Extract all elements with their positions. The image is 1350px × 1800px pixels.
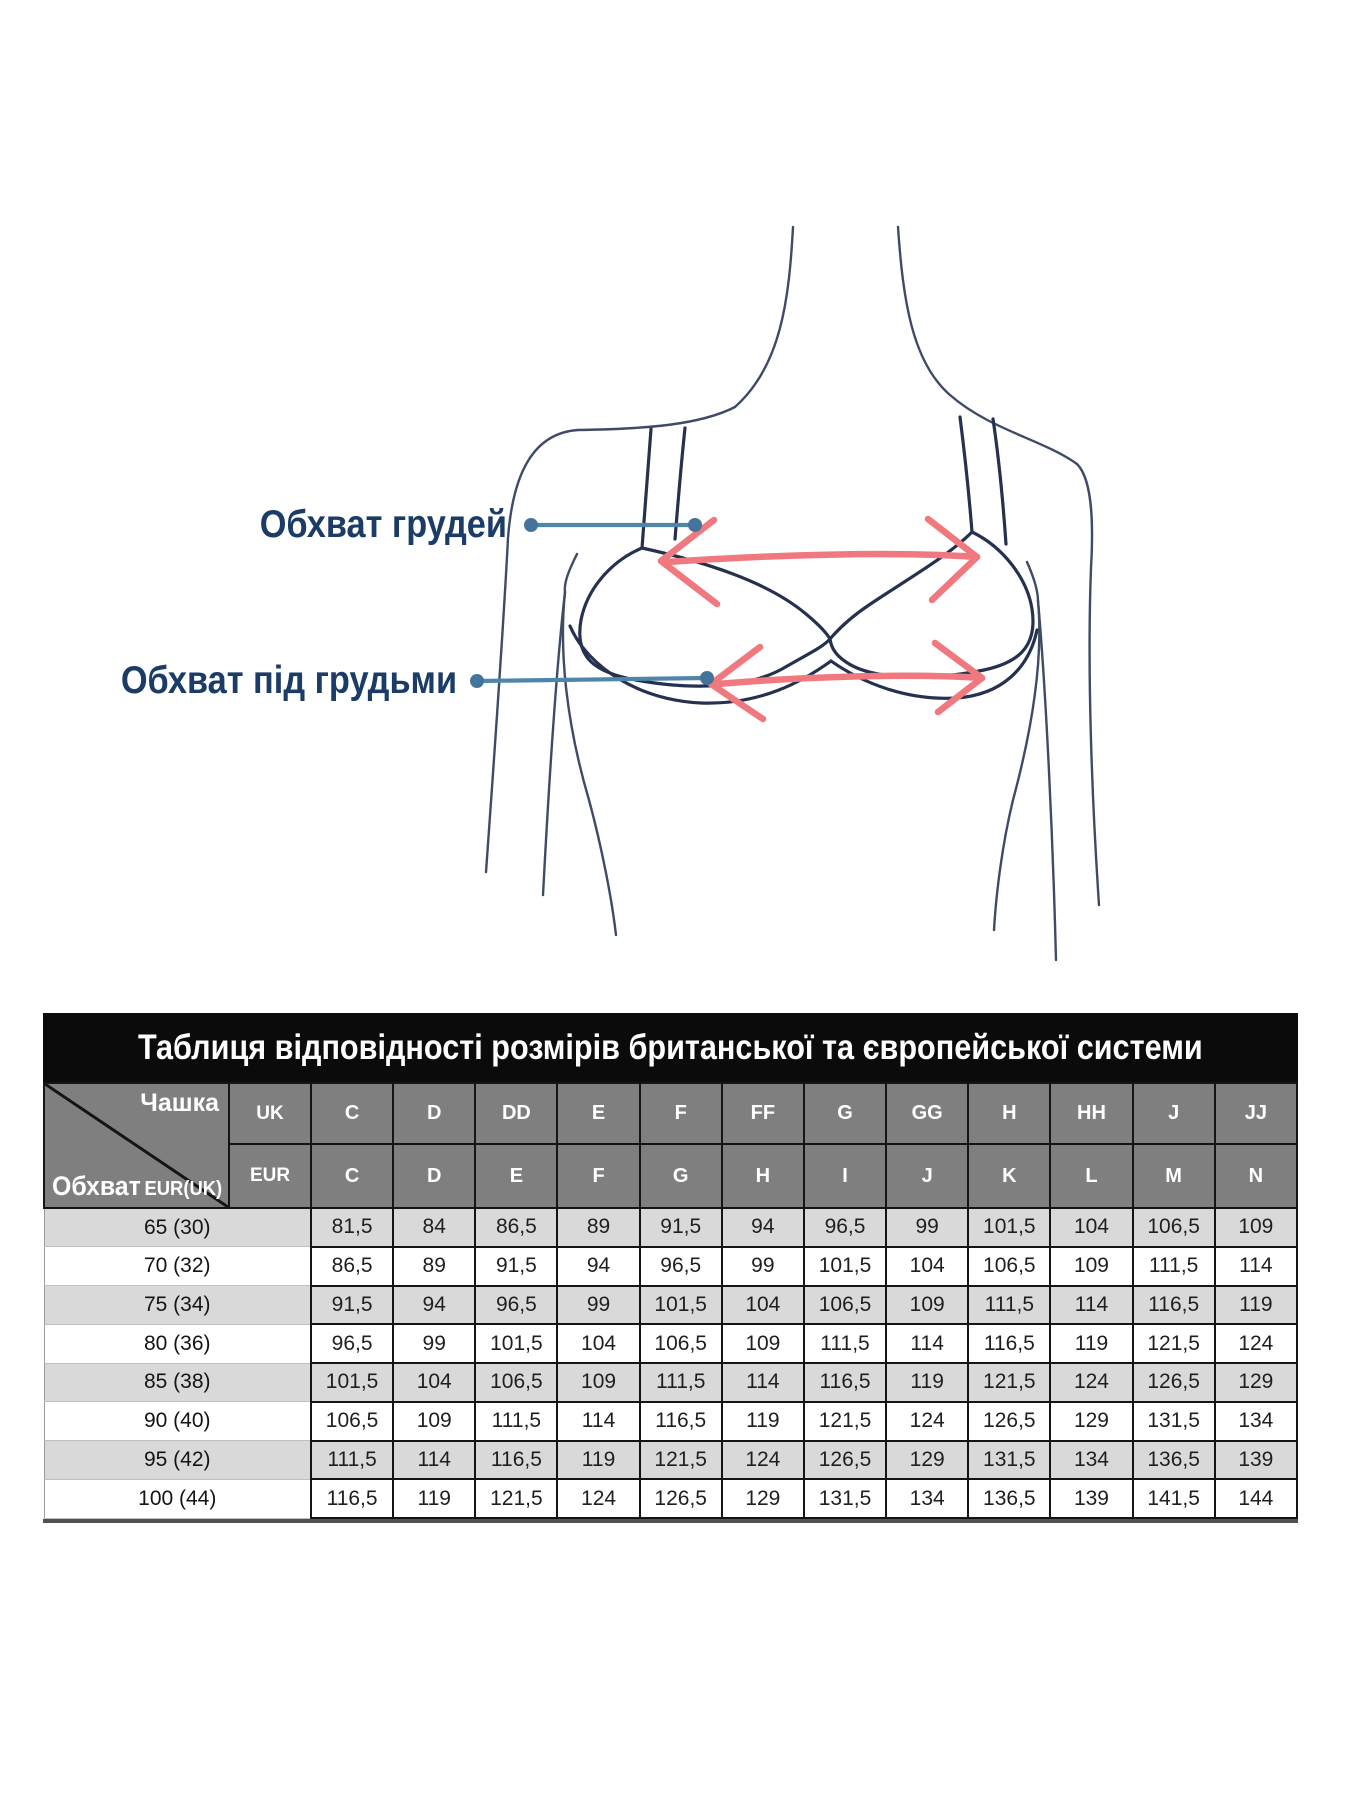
- table-row: [44, 1402, 1297, 1441]
- size-value-cell: 109: [557, 1363, 639, 1402]
- size-value-cell: 131,5: [1133, 1402, 1215, 1441]
- size-value-cell: 109: [1215, 1208, 1297, 1247]
- table-row: [44, 1324, 1297, 1363]
- size-value-cell: 139: [1050, 1479, 1132, 1518]
- size-value-cell: 124: [557, 1479, 639, 1518]
- row-label: 70 (32): [44, 1247, 311, 1286]
- left-neck-line: [735, 227, 793, 407]
- size-value-cell: 111,5: [968, 1286, 1050, 1325]
- left-armpit-fold: [565, 554, 577, 592]
- underbust-callout-dot-right: [700, 671, 714, 685]
- girth-corner-label: Обхват EUR(UK): [52, 1171, 223, 1201]
- size-value-cell: 81,5: [311, 1208, 393, 1247]
- uk-size-cell: D: [393, 1083, 475, 1144]
- cup-corner-label: Чашка: [140, 1089, 219, 1117]
- size-value-cell: 114: [393, 1441, 475, 1480]
- uk-size-cell: HH: [1050, 1083, 1132, 1144]
- size-value-cell: 129: [1215, 1363, 1297, 1402]
- size-value-cell: 116,5: [804, 1363, 886, 1402]
- size-value-cell: 109: [393, 1402, 475, 1441]
- size-value-cell: 116,5: [640, 1402, 722, 1441]
- size-value-cell: 99: [393, 1324, 475, 1363]
- size-value-cell: 94: [557, 1247, 639, 1286]
- size-value-cell: 126,5: [640, 1479, 722, 1518]
- eur-size-cell: K: [968, 1144, 1050, 1208]
- table-title-text: Таблиця відповідності розмірів британської та європейської системи: [138, 1028, 1203, 1067]
- table-row: [44, 1208, 1297, 1247]
- size-value-cell: 119: [886, 1363, 968, 1402]
- size-value-cell: 86,5: [475, 1208, 557, 1247]
- size-value-cell: 101,5: [475, 1324, 557, 1363]
- bra-outline: [570, 417, 1037, 703]
- size-table: [43, 1013, 1298, 1523]
- size-value-cell: 124: [1050, 1363, 1132, 1402]
- size-value-cell: 91,5: [311, 1286, 393, 1325]
- size-value-cell: 106,5: [311, 1402, 393, 1441]
- size-value-cell: 104: [722, 1286, 804, 1325]
- size-value-cell: 121,5: [968, 1363, 1050, 1402]
- row-label: 80 (36): [44, 1324, 311, 1363]
- size-value-cell: 99: [557, 1286, 639, 1325]
- size-value-cell: 129: [722, 1479, 804, 1518]
- size-value-cell: 94: [722, 1208, 804, 1247]
- uk-system-label: UK: [229, 1083, 311, 1144]
- size-value-cell: 101,5: [968, 1208, 1050, 1247]
- left-shoulder-arm-line: [486, 407, 735, 872]
- eur-size-cell: D: [393, 1144, 475, 1208]
- size-value-cell: 109: [722, 1324, 804, 1363]
- table-row: [44, 1363, 1297, 1402]
- size-value-cell: 89: [393, 1247, 475, 1286]
- size-value-cell: 111,5: [1133, 1247, 1215, 1286]
- bust-label: Обхват грудей: [259, 503, 507, 546]
- size-value-cell: 126,5: [804, 1441, 886, 1480]
- size-value-cell: 104: [393, 1363, 475, 1402]
- size-value-cell: 91,5: [640, 1208, 722, 1247]
- size-value-cell: 116,5: [475, 1441, 557, 1480]
- size-value-cell: 94: [393, 1286, 475, 1325]
- table-row: [44, 1247, 1297, 1286]
- size-value-cell: 96,5: [804, 1208, 886, 1247]
- eur-size-cell: G: [640, 1144, 722, 1208]
- size-value-cell: 104: [1050, 1208, 1132, 1247]
- size-value-cell: 101,5: [640, 1286, 722, 1325]
- left-strap-outer: [642, 429, 651, 548]
- size-value-cell: 131,5: [968, 1441, 1050, 1480]
- body-outline: [486, 227, 1099, 960]
- size-value-cell: 119: [1215, 1286, 1297, 1325]
- size-value-cell: 121,5: [804, 1402, 886, 1441]
- table-title: [43, 1013, 1298, 1082]
- bust-callout-dot-left: [524, 518, 538, 532]
- right-strap-outer: [993, 419, 1006, 544]
- size-value-cell: 111,5: [804, 1324, 886, 1363]
- eur-size-cell: N: [1215, 1144, 1297, 1208]
- eur-size-cell: I: [804, 1144, 886, 1208]
- uk-size-cell: H: [968, 1083, 1050, 1144]
- size-value-cell: 136,5: [1133, 1441, 1215, 1480]
- right-inner-arm-line: [1038, 601, 1056, 960]
- row-label: 75 (34): [44, 1286, 311, 1325]
- size-value-cell: 116,5: [968, 1324, 1050, 1363]
- size-value-cell: 86,5: [311, 1247, 393, 1286]
- table-row: [44, 1286, 1297, 1325]
- uk-size-cell: E: [557, 1083, 639, 1144]
- size-value-cell: 104: [886, 1247, 968, 1286]
- eur-size-cell: E: [475, 1144, 557, 1208]
- bust-callout-dot-right: [688, 518, 702, 532]
- size-value-cell: 96,5: [475, 1286, 557, 1325]
- size-grid: [43, 1082, 1298, 1519]
- size-value-cell: 96,5: [640, 1247, 722, 1286]
- size-value-cell: 91,5: [475, 1247, 557, 1286]
- size-value-cell: 114: [1215, 1247, 1297, 1286]
- left-strap-inner: [675, 428, 685, 539]
- eur-size-cell: M: [1133, 1144, 1215, 1208]
- size-value-cell: 106,5: [1133, 1208, 1215, 1247]
- size-value-cell: 116,5: [1133, 1286, 1215, 1325]
- uk-size-cell: FF: [722, 1083, 804, 1144]
- size-value-cell: 111,5: [311, 1441, 393, 1480]
- uk-size-cell: GG: [886, 1083, 968, 1144]
- eur-size-cell: H: [722, 1144, 804, 1208]
- uk-size-cell: DD: [475, 1083, 557, 1144]
- size-value-cell: 104: [557, 1324, 639, 1363]
- size-value-cell: 119: [1050, 1324, 1132, 1363]
- uk-size-cell: JJ: [1215, 1083, 1297, 1144]
- size-value-cell: 99: [886, 1208, 968, 1247]
- eur-system-label: EUR: [229, 1144, 311, 1208]
- size-value-cell: 119: [722, 1402, 804, 1441]
- size-value-cell: 84: [393, 1208, 475, 1247]
- size-value-cell: 114: [1050, 1286, 1132, 1325]
- underbust-label: Обхват під грудьми: [120, 659, 457, 702]
- eur-size-row: [44, 1144, 1297, 1208]
- row-label: 65 (30): [44, 1208, 311, 1247]
- size-value-cell: 106,5: [475, 1363, 557, 1402]
- size-value-cell: 134: [1215, 1402, 1297, 1441]
- eur-size-cell: F: [557, 1144, 639, 1208]
- left-cup-bottom: [580, 548, 830, 686]
- size-value-cell: 116,5: [311, 1479, 393, 1518]
- size-value-cell: 111,5: [475, 1402, 557, 1441]
- size-value-cell: 124: [1215, 1324, 1297, 1363]
- size-value-cell: 121,5: [640, 1441, 722, 1480]
- size-value-cell: 119: [393, 1479, 475, 1518]
- size-value-cell: 124: [722, 1441, 804, 1480]
- table-row: [44, 1479, 1297, 1518]
- size-value-cell: 124: [886, 1402, 968, 1441]
- size-value-cell: 129: [1050, 1402, 1132, 1441]
- row-label: 85 (38): [44, 1363, 311, 1402]
- size-value-cell: 119: [557, 1441, 639, 1480]
- size-value-cell: 111,5: [640, 1363, 722, 1402]
- size-value-cell: 129: [886, 1441, 968, 1480]
- left-torso-side-line: [563, 592, 616, 935]
- row-label: 90 (40): [44, 1402, 311, 1441]
- size-value-cell: 109: [886, 1286, 968, 1325]
- right-outer-arm-line: [1077, 464, 1099, 905]
- size-value-cell: 139: [1215, 1441, 1297, 1480]
- right-strap-inner: [960, 417, 972, 532]
- underbust-arrow-shaft: [717, 676, 982, 684]
- row-label: 100 (44): [44, 1479, 311, 1518]
- size-value-cell: 121,5: [475, 1479, 557, 1518]
- size-value-cell: 126,5: [968, 1402, 1050, 1441]
- uk-size-cell: J: [1133, 1083, 1215, 1144]
- size-value-cell: 106,5: [640, 1324, 722, 1363]
- size-value-cell: 109: [1050, 1247, 1132, 1286]
- size-value-cell: 126,5: [1133, 1363, 1215, 1402]
- size-value-cell: 121,5: [1133, 1324, 1215, 1363]
- size-value-cell: 106,5: [968, 1247, 1050, 1286]
- table-row: [44, 1441, 1297, 1480]
- size-value-cell: 136,5: [968, 1479, 1050, 1518]
- size-value-cell: 99: [722, 1247, 804, 1286]
- size-value-cell: 101,5: [311, 1363, 393, 1402]
- size-value-cell: 106,5: [804, 1286, 886, 1325]
- right-torso-side-line: [994, 601, 1039, 930]
- size-value-cell: 144: [1215, 1479, 1297, 1518]
- row-label: 95 (42): [44, 1441, 311, 1480]
- size-value-cell: 134: [886, 1479, 968, 1518]
- underbust-callout-dot-left: [470, 674, 484, 688]
- size-value-cell: 114: [722, 1363, 804, 1402]
- uk-size-cell: F: [640, 1083, 722, 1144]
- size-value-cell: 114: [886, 1324, 968, 1363]
- bust-arrow: [661, 519, 977, 604]
- underbust-arrow: [711, 643, 982, 719]
- eur-size-cell: J: [886, 1144, 968, 1208]
- size-value-cell: 101,5: [804, 1247, 886, 1286]
- uk-size-cell: C: [311, 1083, 393, 1144]
- size-value-cell: 141,5: [1133, 1479, 1215, 1518]
- uk-size-cell: G: [804, 1083, 886, 1144]
- size-value-cell: 114: [557, 1402, 639, 1441]
- eur-size-cell: L: [1050, 1144, 1132, 1208]
- eur-size-cell: C: [311, 1144, 393, 1208]
- corner-cell: [44, 1083, 229, 1208]
- uk-size-row: [44, 1083, 1297, 1144]
- size-value-cell: 131,5: [804, 1479, 886, 1518]
- size-value-cell: 96,5: [311, 1324, 393, 1363]
- right-neck-shoulder-line: [898, 227, 1077, 464]
- bust-arrow-shaft: [667, 554, 977, 562]
- size-value-cell: 89: [557, 1208, 639, 1247]
- size-value-cell: 134: [1050, 1441, 1132, 1480]
